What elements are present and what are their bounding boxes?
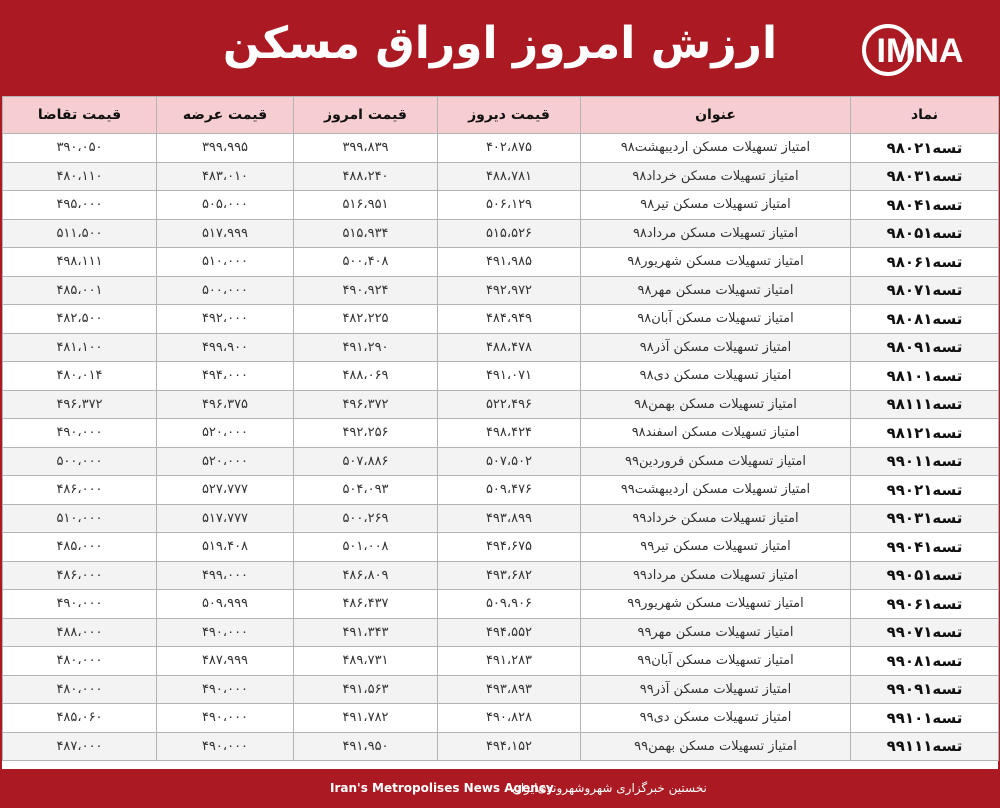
cell-symbol: تسه۹۹۰۸۱ <box>851 647 999 676</box>
table-row <box>3 561 999 590</box>
table-row <box>3 704 999 733</box>
table-row <box>3 647 999 676</box>
col-header-today-price: قیمت امروز <box>294 97 438 134</box>
cell-offer-price: ۴۹۰،۰۰۰ <box>157 732 294 761</box>
cell-demand-price: ۴۸۸،۰۰۰ <box>3 618 157 647</box>
cell-yesterday-price: ۴۹۲،۹۷۲ <box>438 276 581 305</box>
table-row <box>3 533 999 562</box>
cell-offer-price: ۵۱۹،۴۰۸ <box>157 533 294 562</box>
cell-demand-price: ۴۸۰،۱۱۰ <box>3 162 157 191</box>
footer-agency-en: Iran's Metropolises News Agency <box>330 781 554 795</box>
cell-yesterday-price: ۴۹۱،۹۸۵ <box>438 248 581 277</box>
table-row <box>3 305 999 334</box>
cell-today-price: ۳۹۹،۸۳۹ <box>294 134 438 163</box>
col-header-offer-price: قیمت عرضه <box>157 97 294 134</box>
cell-offer-price: ۴۸۳،۰۱۰ <box>157 162 294 191</box>
table-row <box>3 447 999 476</box>
cell-yesterday-price: ۵۲۲،۴۹۶ <box>438 390 581 419</box>
cell-yesterday-price: ۴۹۴،۶۷۵ <box>438 533 581 562</box>
cell-offer-price: ۴۸۷،۹۹۹ <box>157 647 294 676</box>
cell-yesterday-price: ۴۹۰،۸۲۸ <box>438 704 581 733</box>
cell-title: امتیاز تسهیلات مسکن شهریور۹۹ <box>581 590 851 619</box>
cell-yesterday-price: ۴۸۸،۴۷۸ <box>438 333 581 362</box>
cell-yesterday-price: ۴۸۴،۹۴۹ <box>438 305 581 334</box>
cell-symbol: تسه۹۸۰۵۱ <box>851 219 999 248</box>
cell-demand-price: ۴۹۸،۱۱۱ <box>3 248 157 277</box>
cell-today-price: ۴۹۱،۲۹۰ <box>294 333 438 362</box>
cell-symbol: تسه۹۹۰۲۱ <box>851 476 999 505</box>
cell-today-price: ۴۹۱،۹۵۰ <box>294 732 438 761</box>
cell-offer-price: ۵۲۰،۰۰۰ <box>157 447 294 476</box>
prices-table <box>2 96 999 761</box>
table-row <box>3 333 999 362</box>
header-banner <box>0 0 1000 96</box>
cell-symbol: تسه۹۸۰۳۱ <box>851 162 999 191</box>
page-title: ارزش امروز اوراق مسکن <box>222 18 778 69</box>
cell-title: امتیاز تسهیلات مسکن بهمن۹۹ <box>581 732 851 761</box>
table-row <box>3 162 999 191</box>
cell-symbol: تسه۹۹۰۴۱ <box>851 533 999 562</box>
cell-symbol: تسه۹۹۰۱۱ <box>851 447 999 476</box>
cell-today-price: ۴۸۸،۲۴۰ <box>294 162 438 191</box>
cell-yesterday-price: ۴۹۴،۵۵۲ <box>438 618 581 647</box>
cell-today-price: ۴۹۰،۹۲۴ <box>294 276 438 305</box>
cell-offer-price: ۵۱۷،۷۷۷ <box>157 504 294 533</box>
table-row <box>3 390 999 419</box>
col-header-symbol: نماد <box>851 97 999 134</box>
table-row <box>3 248 999 277</box>
logo-text: IMNA <box>876 32 964 70</box>
cell-offer-price: ۵۰۵،۰۰۰ <box>157 191 294 220</box>
cell-title: امتیاز تسهیلات مسکن فروردین۹۹ <box>581 447 851 476</box>
cell-demand-price: ۴۹۰،۰۰۰ <box>3 419 157 448</box>
cell-demand-price: ۵۰۰،۰۰۰ <box>3 447 157 476</box>
cell-title: امتیاز تسهیلات مسکن دی۹۹ <box>581 704 851 733</box>
cell-yesterday-price: ۴۹۴،۱۵۲ <box>438 732 581 761</box>
cell-offer-price: ۴۹۰،۰۰۰ <box>157 704 294 733</box>
cell-today-price: ۴۹۶،۳۷۲ <box>294 390 438 419</box>
imna-logo-icon <box>860 22 980 78</box>
cell-today-price: ۴۹۲،۲۵۶ <box>294 419 438 448</box>
cell-demand-price: ۴۸۱،۱۰۰ <box>3 333 157 362</box>
cell-demand-price: ۴۸۶،۰۰۰ <box>3 561 157 590</box>
prices-table-container <box>2 96 998 769</box>
cell-offer-price: ۵۰۹،۹۹۹ <box>157 590 294 619</box>
cell-today-price: ۴۸۲،۲۲۵ <box>294 305 438 334</box>
cell-symbol: تسه۹۹۰۵۱ <box>851 561 999 590</box>
cell-demand-price: ۴۸۶،۰۰۰ <box>3 476 157 505</box>
cell-title: امتیاز تسهیلات مسکن دی۹۸ <box>581 362 851 391</box>
cell-offer-price: ۵۱۷،۹۹۹ <box>157 219 294 248</box>
table-row <box>3 590 999 619</box>
cell-title: امتیاز تسهیلات مسکن اردیبهشت۹۸ <box>581 134 851 163</box>
table-header-row <box>3 97 999 134</box>
cell-offer-price: ۵۲۷،۷۷۷ <box>157 476 294 505</box>
cell-today-price: ۴۹۱،۷۸۲ <box>294 704 438 733</box>
cell-symbol: تسه۹۸۰۸۱ <box>851 305 999 334</box>
cell-yesterday-price: ۴۹۳،۸۹۳ <box>438 675 581 704</box>
cell-title: امتیاز تسهیلات مسکن آذر۹۹ <box>581 675 851 704</box>
cell-demand-price: ۴۹۶،۳۷۲ <box>3 390 157 419</box>
imna-logo <box>860 22 980 78</box>
cell-symbol: تسه۹۹۱۰۱ <box>851 704 999 733</box>
col-header-title: عنوان <box>581 97 851 134</box>
cell-symbol: تسه۹۸۱۱۱ <box>851 390 999 419</box>
table-row <box>3 276 999 305</box>
cell-symbol: تسه۹۹۰۳۱ <box>851 504 999 533</box>
cell-demand-price: ۴۸۵،۰۰۰ <box>3 533 157 562</box>
cell-offer-price: ۴۹۴،۰۰۰ <box>157 362 294 391</box>
cell-demand-price: ۴۹۵،۰۰۰ <box>3 191 157 220</box>
cell-title: امتیاز تسهیلات مسکن تیر۹۹ <box>581 533 851 562</box>
cell-offer-price: ۵۲۰،۰۰۰ <box>157 419 294 448</box>
cell-title: امتیاز تسهیلات مسکن مهر۹۹ <box>581 618 851 647</box>
cell-title: امتیاز تسهیلات مسکن خرداد۹۹ <box>581 504 851 533</box>
cell-title: امتیاز تسهیلات مسکن مرداد۹۹ <box>581 561 851 590</box>
cell-symbol: تسه۹۹۰۶۱ <box>851 590 999 619</box>
cell-yesterday-price: ۴۹۳،۶۸۲ <box>438 561 581 590</box>
cell-today-price: ۵۰۰،۲۶۹ <box>294 504 438 533</box>
cell-offer-price: ۵۱۰،۰۰۰ <box>157 248 294 277</box>
col-header-yesterday-price: قیمت دیروز <box>438 97 581 134</box>
cell-today-price: ۴۸۹،۷۳۱ <box>294 647 438 676</box>
footer-agency-fa: نخستین خبرگزاری شهروشهروندی‌ایران <box>512 781 707 795</box>
cell-today-price: ۵۱۵،۹۳۴ <box>294 219 438 248</box>
cell-symbol: تسه۹۸۰۷۱ <box>851 276 999 305</box>
cell-demand-price: ۵۱۱،۵۰۰ <box>3 219 157 248</box>
cell-title: امتیاز تسهیلات مسکن اسفند۹۸ <box>581 419 851 448</box>
cell-today-price: ۵۰۷،۸۸۶ <box>294 447 438 476</box>
cell-today-price: ۵۰۴،۰۹۳ <box>294 476 438 505</box>
cell-today-price: ۴۹۱،۵۶۳ <box>294 675 438 704</box>
cell-today-price: ۵۰۱،۰۰۸ <box>294 533 438 562</box>
cell-symbol: تسه۹۹۰۹۱ <box>851 675 999 704</box>
cell-offer-price: ۴۹۰،۰۰۰ <box>157 675 294 704</box>
cell-yesterday-price: ۴۰۲،۸۷۵ <box>438 134 581 163</box>
cell-demand-price: ۴۸۲،۵۰۰ <box>3 305 157 334</box>
cell-demand-price: ۴۹۰،۰۰۰ <box>3 590 157 619</box>
cell-yesterday-price: ۴۹۸،۴۲۴ <box>438 419 581 448</box>
cell-symbol: تسه۹۸۱۰۱ <box>851 362 999 391</box>
cell-symbol: تسه۹۸۱۲۱ <box>851 419 999 448</box>
cell-demand-price: ۴۸۵،۰۶۰ <box>3 704 157 733</box>
cell-yesterday-price: ۴۸۸،۷۸۱ <box>438 162 581 191</box>
col-header-demand-price: قیمت تقاضا <box>3 97 157 134</box>
cell-offer-price: ۳۹۹،۹۹۵ <box>157 134 294 163</box>
cell-title: امتیاز تسهیلات مسکن تیر۹۸ <box>581 191 851 220</box>
cell-offer-price: ۴۹۶،۳۷۵ <box>157 390 294 419</box>
cell-yesterday-price: ۴۹۱،۰۷۱ <box>438 362 581 391</box>
cell-demand-price: ۴۸۷،۰۰۰ <box>3 732 157 761</box>
table-row <box>3 219 999 248</box>
cell-title: امتیاز تسهیلات مسکن شهریور۹۸ <box>581 248 851 277</box>
cell-symbol: تسه۹۹۰۷۱ <box>851 618 999 647</box>
cell-offer-price: ۴۹۲،۰۰۰ <box>157 305 294 334</box>
cell-yesterday-price: ۵۰۷،۵۰۲ <box>438 447 581 476</box>
cell-offer-price: ۴۹۹،۹۰۰ <box>157 333 294 362</box>
table-row <box>3 476 999 505</box>
cell-symbol: تسه۹۸۰۲۱ <box>851 134 999 163</box>
cell-title: امتیاز تسهیلات مسکن اردیبهشت۹۹ <box>581 476 851 505</box>
cell-title: امتیاز تسهیلات مسکن آذر۹۸ <box>581 333 851 362</box>
table-row <box>3 191 999 220</box>
cell-symbol: تسه۹۹۱۱۱ <box>851 732 999 761</box>
table-row <box>3 675 999 704</box>
cell-offer-price: ۵۰۰،۰۰۰ <box>157 276 294 305</box>
table-row <box>3 732 999 761</box>
cell-demand-price: ۴۸۵،۰۰۱ <box>3 276 157 305</box>
cell-demand-price: ۵۱۰،۰۰۰ <box>3 504 157 533</box>
cell-demand-price: ۳۹۰،۰۵۰ <box>3 134 157 163</box>
cell-offer-price: ۴۹۰،۰۰۰ <box>157 618 294 647</box>
cell-symbol: تسه۹۸۰۹۱ <box>851 333 999 362</box>
cell-title: امتیاز تسهیلات مسکن آبان۹۸ <box>581 305 851 334</box>
cell-today-price: ۴۸۶،۴۳۷ <box>294 590 438 619</box>
cell-offer-price: ۴۹۹،۰۰۰ <box>157 561 294 590</box>
cell-yesterday-price: ۵۰۹،۴۷۶ <box>438 476 581 505</box>
cell-title: امتیاز تسهیلات مسکن مهر۹۸ <box>581 276 851 305</box>
cell-title: امتیاز تسهیلات مسکن خرداد۹۸ <box>581 162 851 191</box>
cell-today-price: ۵۱۶،۹۵۱ <box>294 191 438 220</box>
cell-demand-price: ۴۸۰،۰۰۰ <box>3 675 157 704</box>
cell-today-price: ۴۸۶،۸۰۹ <box>294 561 438 590</box>
table-row <box>3 504 999 533</box>
cell-today-price: ۴۹۱،۳۴۳ <box>294 618 438 647</box>
cell-symbol: تسه۹۸۰۴۱ <box>851 191 999 220</box>
cell-title: امتیاز تسهیلات مسکن آبان۹۹ <box>581 647 851 676</box>
cell-title: امتیاز تسهیلات مسکن بهمن۹۸ <box>581 390 851 419</box>
cell-demand-price: ۴۸۰،۰۰۰ <box>3 647 157 676</box>
cell-yesterday-price: ۵۰۶،۱۲۹ <box>438 191 581 220</box>
cell-demand-price: ۴۸۰،۰۱۴ <box>3 362 157 391</box>
table-row <box>3 618 999 647</box>
cell-yesterday-price: ۵۰۹،۹۰۶ <box>438 590 581 619</box>
table-row <box>3 419 999 448</box>
cell-title: امتیاز تسهیلات مسکن مرداد۹۸ <box>581 219 851 248</box>
cell-yesterday-price: ۵۱۵،۵۲۶ <box>438 219 581 248</box>
table-row <box>3 134 999 163</box>
table-row <box>3 362 999 391</box>
footer-bar <box>0 769 1000 808</box>
cell-symbol: تسه۹۸۰۶۱ <box>851 248 999 277</box>
cell-today-price: ۴۸۸،۰۶۹ <box>294 362 438 391</box>
cell-today-price: ۵۰۰،۴۰۸ <box>294 248 438 277</box>
cell-yesterday-price: ۴۹۱،۲۸۳ <box>438 647 581 676</box>
cell-yesterday-price: ۴۹۳،۸۹۹ <box>438 504 581 533</box>
